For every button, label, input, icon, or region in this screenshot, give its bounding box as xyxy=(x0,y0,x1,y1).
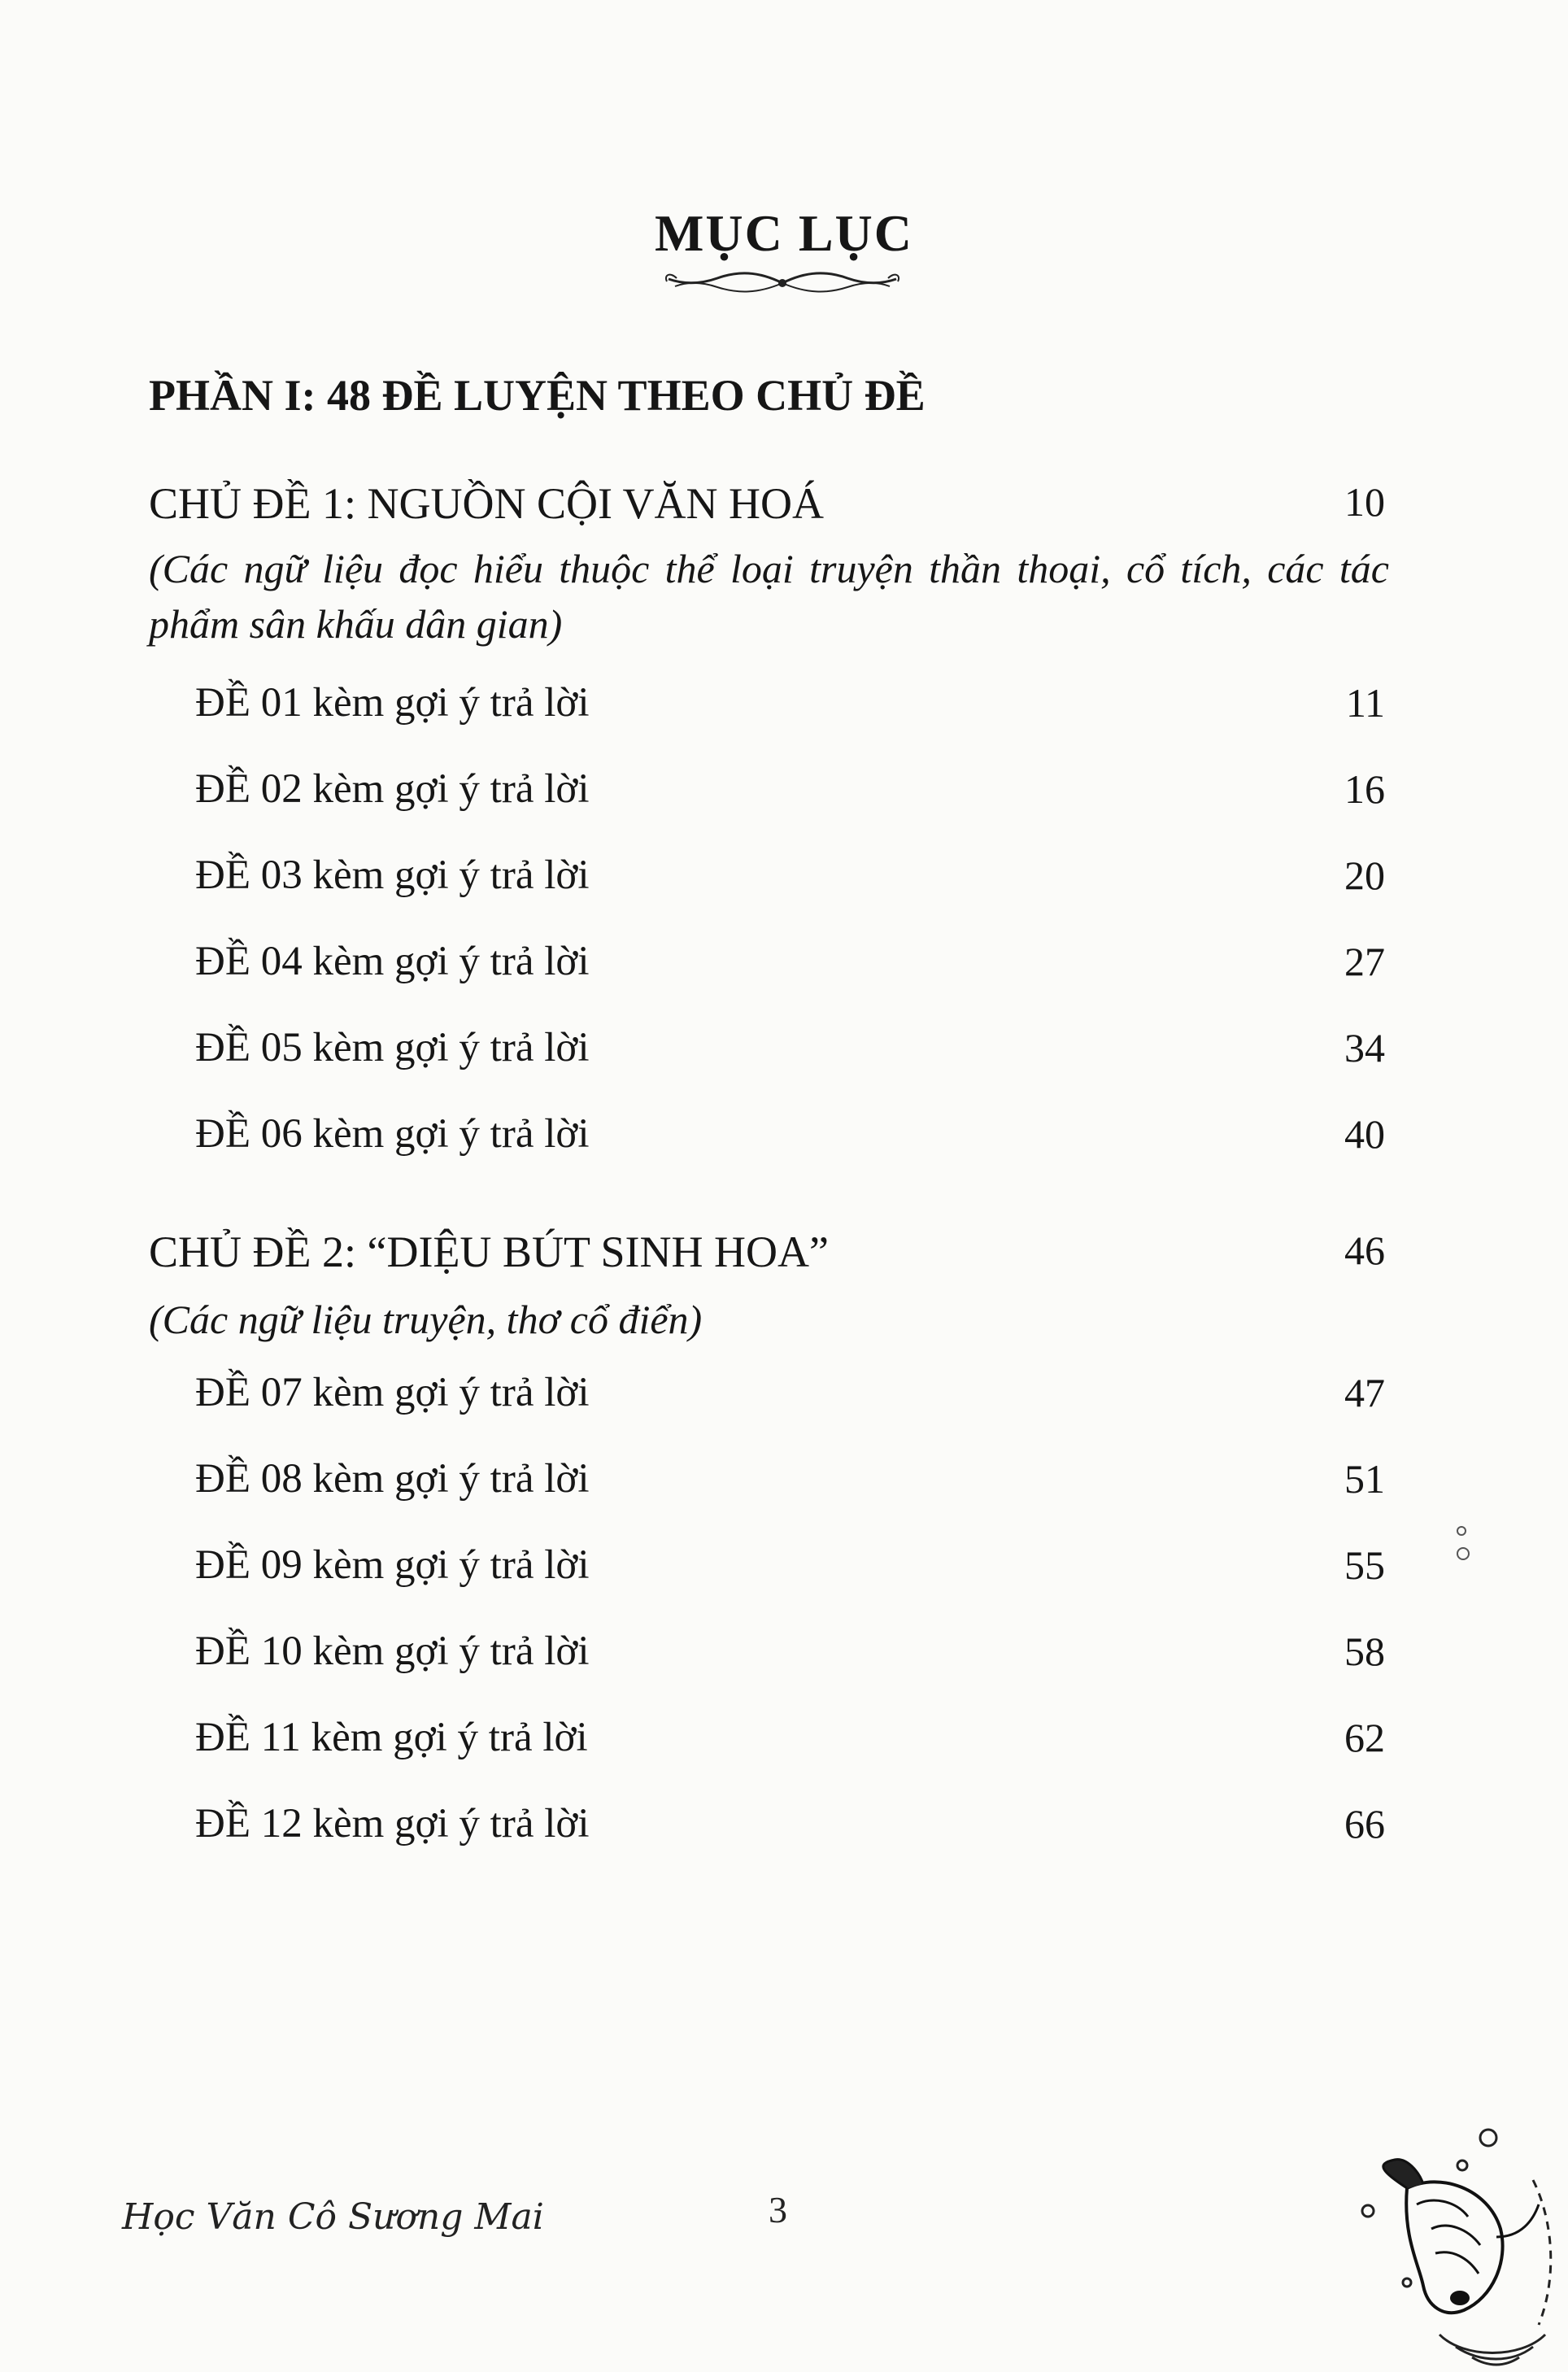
toc-entry[interactable] xyxy=(0,1800,1568,1857)
entry-page-number: 27 xyxy=(1344,939,1385,984)
topic-page-number: 46 xyxy=(1344,1227,1385,1273)
entry-page-number: 47 xyxy=(1344,1370,1385,1415)
entry-label: ĐỀ 02 kèm gợi ý trả lời xyxy=(195,766,590,812)
toc-entry[interactable] xyxy=(0,1024,1568,1081)
toc-entry[interactable] xyxy=(0,1455,1568,1512)
entry-page-number: 55 xyxy=(1344,1542,1385,1588)
topic-row[interactable] xyxy=(0,1227,1568,1284)
entry-page-number: 11 xyxy=(1345,680,1385,726)
entry-page-number: 51 xyxy=(1344,1456,1385,1502)
entry-label: ĐỀ 07 kèm gợi ý trả lời xyxy=(195,1370,590,1415)
toc-entry[interactable] xyxy=(0,765,1568,822)
entry-page-number: 58 xyxy=(1344,1629,1385,1674)
topic-label: CHỦ ĐỀ 1: NGUỒN CỘI VĂN HOÁ xyxy=(149,479,824,528)
toc-entry[interactable] xyxy=(0,1628,1568,1685)
entry-page-number: 40 xyxy=(1344,1111,1385,1157)
entry-label: ĐỀ 10 kèm gợi ý trả lời xyxy=(195,1629,590,1674)
toc-entry[interactable] xyxy=(0,938,1568,995)
topic-label: CHỦ ĐỀ 2: “DIỆU BÚT SINH HOA” xyxy=(149,1227,829,1276)
entry-label: ĐỀ 04 kèm gợi ý trả lời xyxy=(195,939,590,984)
toc-entry[interactable] xyxy=(0,1541,1568,1598)
page-title: MỤC LỤC xyxy=(655,204,913,262)
entry-label: ĐỀ 09 kèm gợi ý trả lời xyxy=(195,1542,590,1588)
toc-entry[interactable] xyxy=(0,679,1568,736)
entry-label: ĐỀ 08 kèm gợi ý trả lời xyxy=(195,1456,590,1502)
topic-description: (Các ngữ liệu đọc hiểu thuộc thể loại truyện thần thoại, cổ tích, các tác phẩm sân khấu dân gian) xyxy=(149,546,1389,647)
topic-description: (Các ngữ liệu truyện, thơ cổ điển) xyxy=(149,1297,703,1342)
author-signature: Học Văn Cô Sương Mai xyxy=(122,2196,544,2238)
entry-label: ĐỀ 11 kèm gợi ý trả lời xyxy=(195,1715,588,1760)
entry-label: ĐỀ 03 kèm gợi ý trả lời xyxy=(195,852,590,898)
toc-entry[interactable] xyxy=(0,852,1568,909)
entry-page-number: 16 xyxy=(1344,766,1385,812)
flourish-divider-icon xyxy=(660,267,904,299)
koi-fish-icon xyxy=(1326,2115,1568,2372)
entry-label: ĐỀ 06 kèm gợi ý trả lời xyxy=(195,1111,590,1157)
topic-page-number: 10 xyxy=(1344,479,1385,525)
entry-page-number: 66 xyxy=(1344,1801,1385,1847)
part-heading: PHẦN I: 48 ĐỀ LUYỆN THEO CHỦ ĐỀ xyxy=(149,371,926,420)
entry-page-number: 62 xyxy=(1344,1715,1385,1760)
bubbles-icon xyxy=(1444,1521,1476,1570)
entry-label: ĐỀ 01 kèm gợi ý trả lời xyxy=(195,680,590,726)
toc-entry[interactable] xyxy=(0,1714,1568,1771)
toc-entry[interactable] xyxy=(0,1110,1568,1167)
entry-page-number: 20 xyxy=(1344,852,1385,898)
toc-entry[interactable] xyxy=(0,1369,1568,1426)
entry-label: ĐỀ 12 kèm gợi ý trả lời xyxy=(195,1801,590,1847)
topic-row[interactable] xyxy=(0,478,1568,535)
entry-label: ĐỀ 05 kèm gợi ý trả lời xyxy=(195,1025,590,1070)
page-number: 3 xyxy=(769,2189,787,2230)
entry-page-number: 34 xyxy=(1344,1025,1385,1070)
